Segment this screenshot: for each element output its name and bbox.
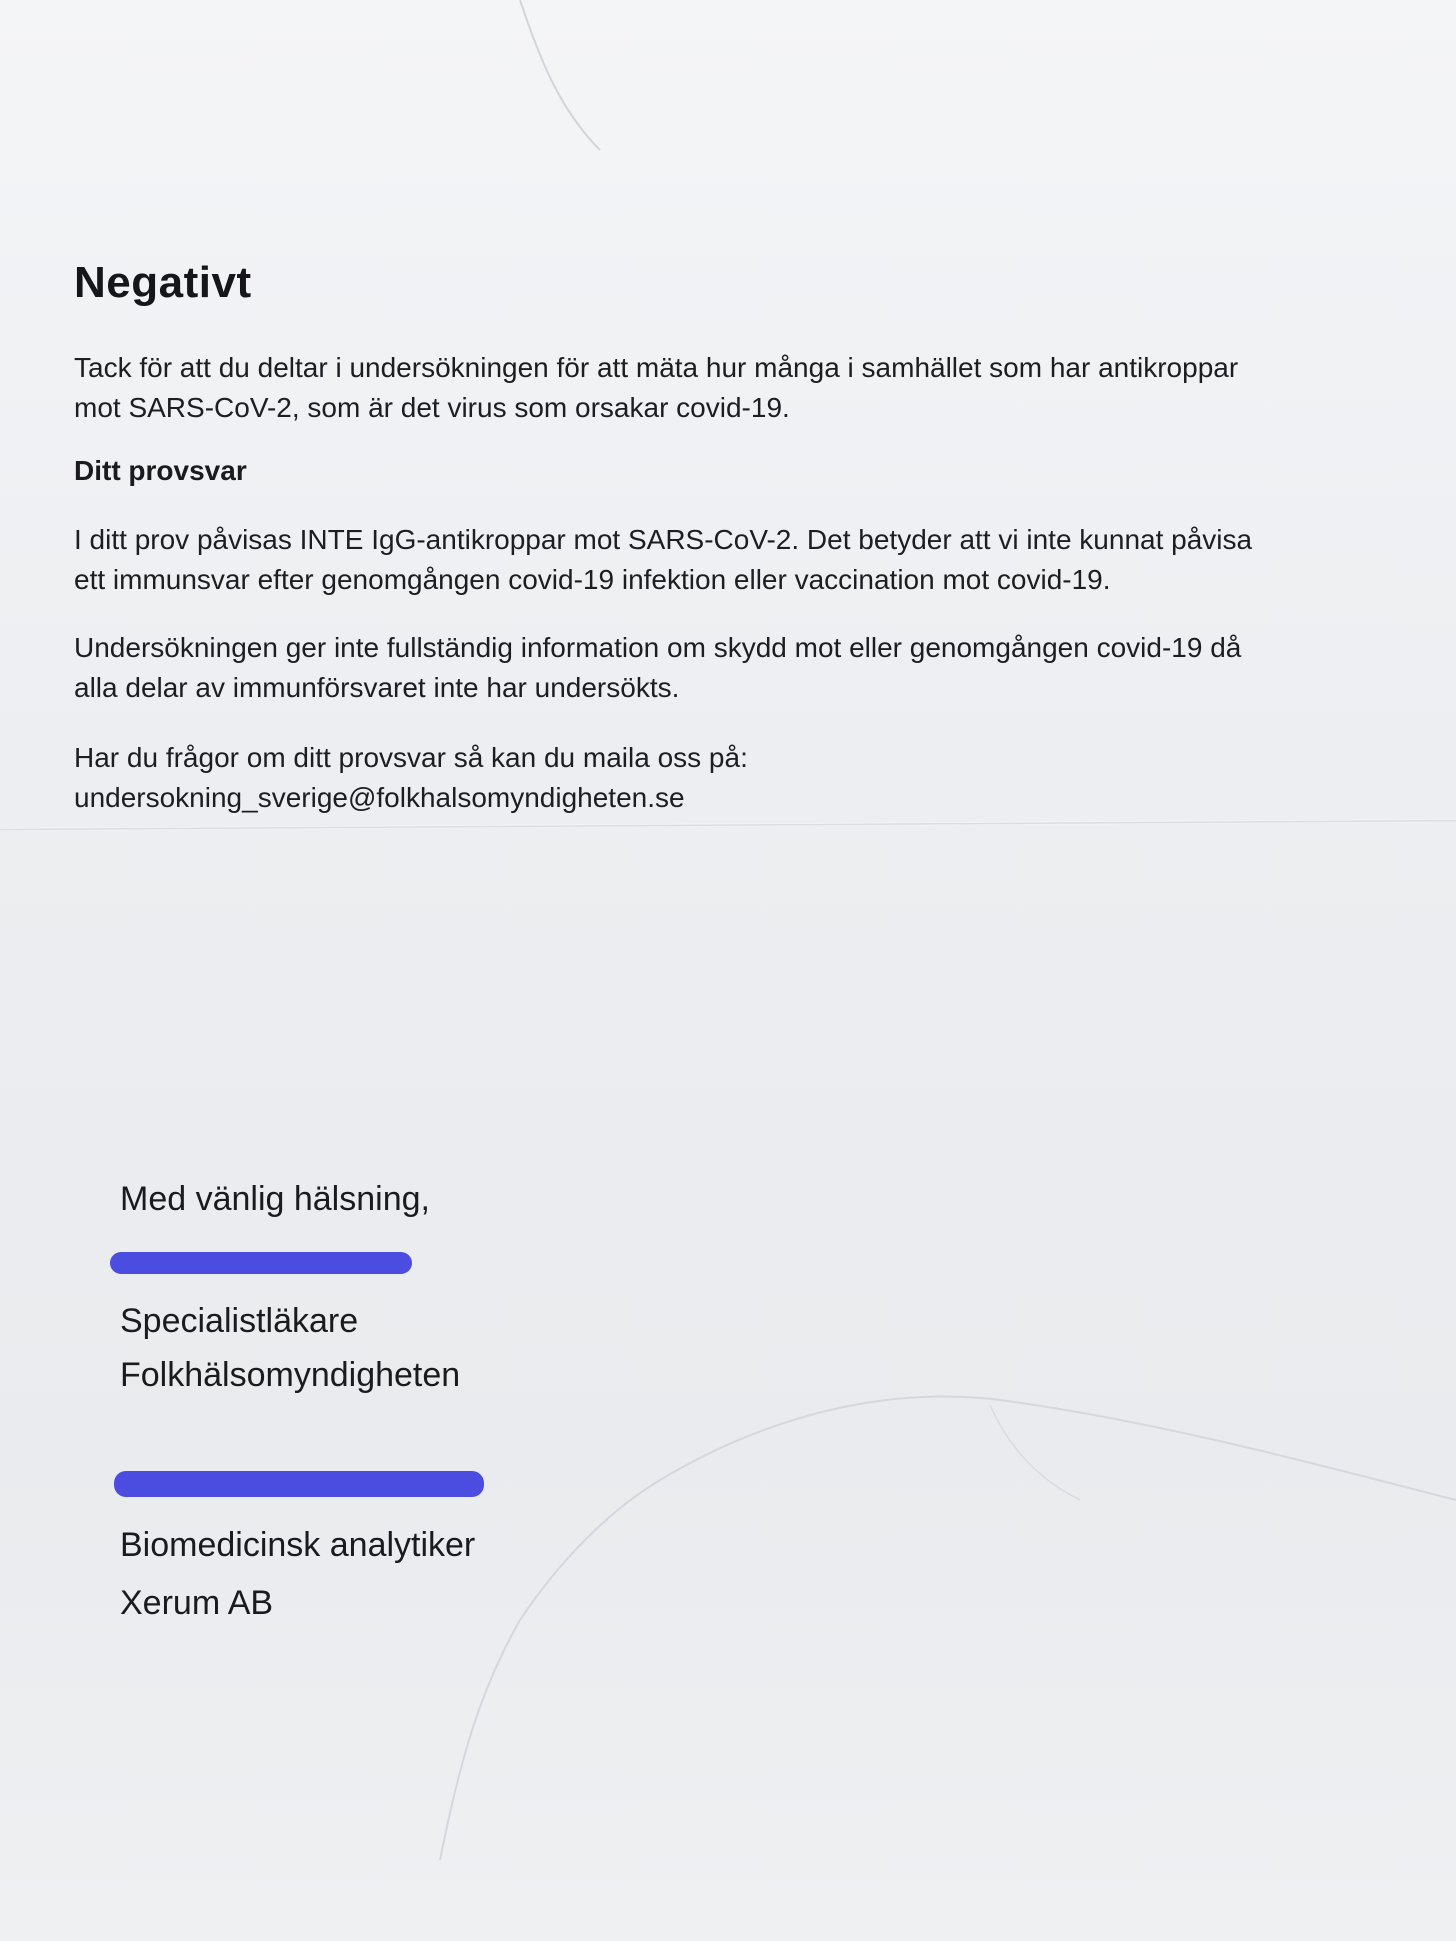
intro-line: Tack för att du deltar i undersökningen för att mäta hur många i samhället som har antikroppar (74, 352, 1239, 383)
horizontal-fold (0, 819, 1456, 831)
letter-body (74, 258, 1414, 813)
letter-title: Negativt (74, 258, 252, 307)
contact-paragraph (74, 738, 748, 818)
redaction-mark (114, 1471, 484, 1497)
info-paragraph (74, 628, 1241, 708)
intro-line: mot SARS-CoV-2, som är det virus som orsakar covid-19. (74, 392, 790, 423)
signer1-title: Specialistläkare (120, 1302, 359, 1340)
intro-paragraph (74, 348, 1238, 428)
signer2-org: Xerum AB (120, 1584, 274, 1622)
contact-line: Har du frågor om ditt provsvar så kan du maila oss på: (74, 742, 748, 773)
section-heading: Ditt provsvar (74, 455, 247, 486)
closing-line: Med vänlig hälsning, (120, 1180, 430, 1218)
result-line: ett immunsvar efter genomgången covid-19 infektion eller vaccination mot covid-19. (74, 564, 1111, 595)
info-line: alla delar av immunförsvaret inte har undersökts. (74, 672, 680, 703)
result-line: I ditt prov påvisas INTE IgG-antikroppar mot SARS-CoV-2. Det betyder att vi inte kunnat påvisa (74, 524, 1253, 555)
result-paragraph (74, 520, 1252, 600)
contact-email[interactable]: undersokning_sverige@folkhalsomyndigheten.se (74, 782, 685, 813)
info-line: Undersökningen ger inte fullständig information om skydd mot eller genomgången covid-19 då (74, 632, 1242, 663)
signer1-org: Folkhälsomyndigheten (120, 1356, 461, 1394)
signer2-title: Biomedicinsk analytiker (120, 1526, 476, 1564)
redaction-mark (110, 1252, 412, 1274)
